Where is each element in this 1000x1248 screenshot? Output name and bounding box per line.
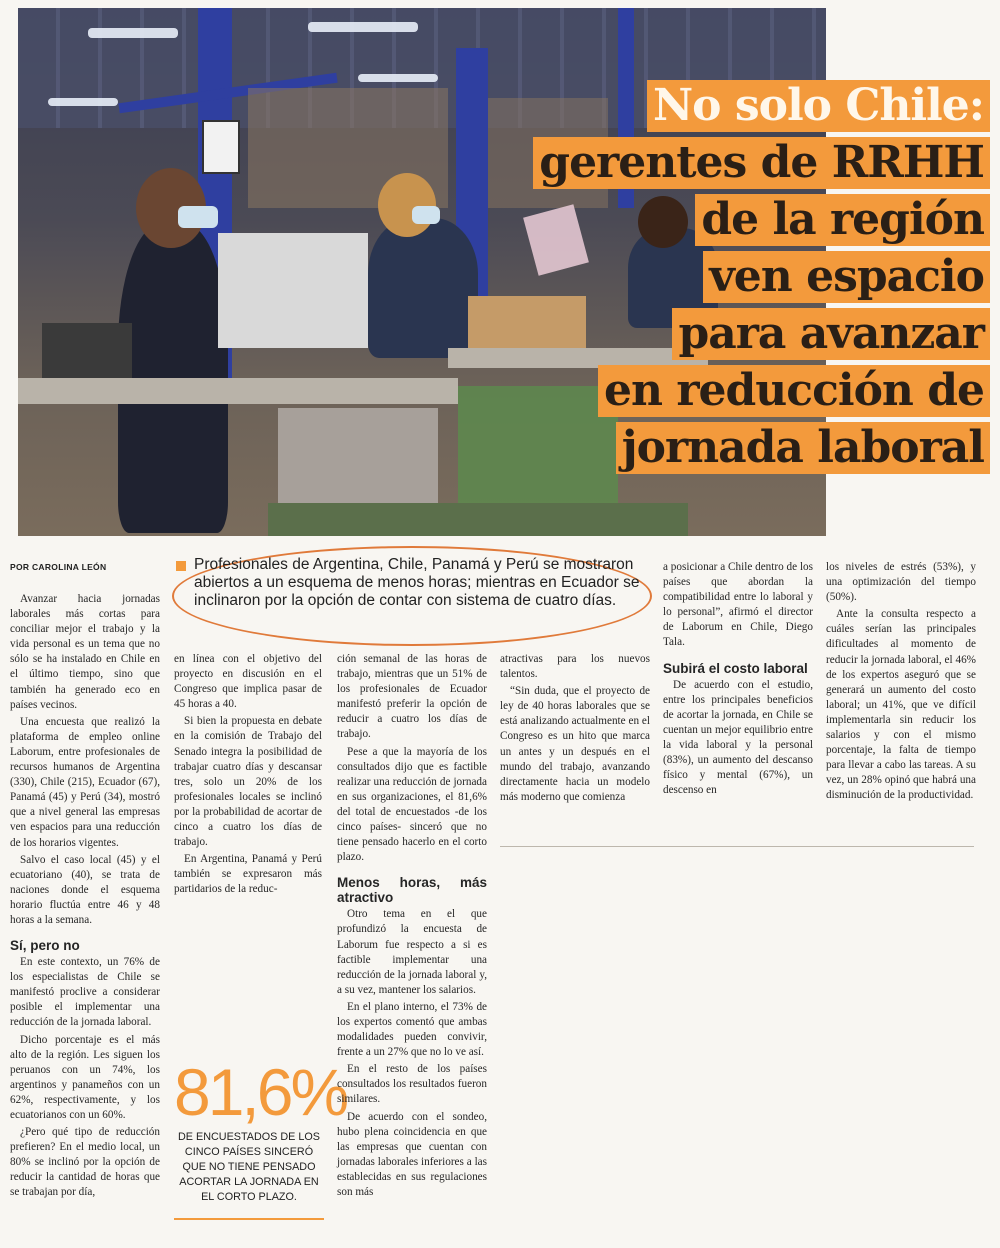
photo-worker-center-head bbox=[378, 173, 436, 237]
photo-bench bbox=[278, 408, 438, 508]
column-3 bbox=[337, 652, 487, 1202]
photo-mask bbox=[412, 206, 440, 224]
paragraph: a posicionar a Chile dentro de los países que abordan la compatibilidad entre lo laboral y lo personal”, afirmó el director de Laborum en Chile, Diego Tala. bbox=[663, 561, 813, 649]
column-1 bbox=[10, 592, 160, 1203]
byline: POR CAROLINA LEÓN bbox=[10, 562, 107, 572]
photo-light bbox=[88, 28, 178, 38]
paragraph: Pese a que la mayoría de los consultados dijo que es factible realizar una reducción de jornada en sus organizaciones, el 81,6% del total de encuestados -de los cinco países- sinceró que no tiene pensado hacerlo en el corto plazo. bbox=[337, 745, 487, 864]
paragraph: “Sin duda, que el proyecto de ley de 40 horas laborales que se está analizando actualmente en el Congreso es un hito que marca un antes y un después en el mundo del trabajo, avanzando directamente hacia un modelo más moderno que comienza bbox=[500, 685, 650, 803]
photo-light bbox=[358, 74, 438, 82]
paragraph: Dicho porcentaje es el más alto de la región. Les siguen los peruanos con un 74%, los argentinos y panameños con un 62%, respectivamente, y los ecuatorianos con un 60%. bbox=[10, 1033, 160, 1121]
photo-light bbox=[48, 98, 118, 106]
lead-paragraph: Profesionales de Argentina, Chile, Panamá y Perú se mostraron abiertos a un esquema de menos horas; mientras en Ecuador se inclinaron por la opción de contar con sistema de cuatro días. bbox=[194, 556, 640, 609]
photo-floor-box bbox=[268, 503, 688, 536]
photo-mask bbox=[178, 206, 218, 228]
photo-light bbox=[308, 22, 418, 32]
pullquote-number: 81,6% bbox=[174, 1055, 347, 1129]
paragraph: De acuerdo con el estudio, entre los principales beneficios de acortar la jornada, en Chile se cuentan un mejor equilibrio entre la vida laboral y la personal (83%), un aumento del descanso físico y mental (67%), un descenso en bbox=[663, 678, 813, 797]
headline-line: ven espacio bbox=[703, 251, 990, 303]
paragraph: Salvo el caso local (45) y el ecuatoriano (40), se trata de naciones donde el esquema horario fluctúa entre 46 y 48 horas a la semana. bbox=[10, 853, 160, 926]
pullquote-text: DE ENCUESTADOS DE LOS CINCO PAÍSES SINCERÓ QUE NO TIENE PENSADO ACORTAR LA JORNADA EN EL CORTO PLAZO. bbox=[178, 1131, 320, 1203]
paragraph: Una encuesta que realizó la plataforma de empleo online Laborum, entre profesionales de recursos humanos de Argentina (330), Chile (215), Ecuador (67), Panamá (45) y Perú (34), mostró que a nivel general las empresas ven espacios para una reducción de los horarios vigentes. bbox=[10, 715, 160, 849]
paragraph: en línea con el objetivo del proyecto en discusión en el Congreso que implica pasar de 45 horas a 40. bbox=[174, 653, 322, 711]
paragraph: Si bien la propuesta en debate en la comisión de Trabajo del Senado integra la posibilidad de trabajar cuatro días y descansar tres, solo un 20% de los profesionales locales se inclinó por la probabilidad de acortar de cinco a cuatro los días de trabajo. bbox=[174, 715, 322, 849]
headline-line: No solo Chile: bbox=[647, 80, 990, 132]
paragraph: Otro tema en el que profundizó la encuesta de Laborum fue respecto a si es factible implementar una reducción de la jornada laboral y, a su vez, mantener los salarios. bbox=[337, 908, 487, 996]
paragraph: En el resto de los países consultados los resultados fueron similares. bbox=[337, 1063, 487, 1106]
subheading: Subirá el costo laboral bbox=[663, 660, 808, 676]
column-6 bbox=[826, 560, 976, 806]
photo-scanner bbox=[42, 323, 132, 378]
headline-line: gerentes de RRHH bbox=[533, 137, 990, 189]
subheading: Sí, pero no bbox=[10, 938, 80, 954]
section-rule bbox=[500, 846, 974, 847]
paragraph: los niveles de estrés (53%), y una optimización del tiempo (50%). bbox=[826, 561, 976, 604]
headline-line: jornada laboral bbox=[616, 422, 990, 474]
paragraph: atractivas para los nuevos talentos. bbox=[500, 653, 650, 681]
headline-line: de la región bbox=[695, 194, 990, 246]
paragraph: Ante la consulta respecto a cuáles serían las principales dificultades al momento de reducir la jornada laboral, el 46% de los expertos aseguró que se generará un aumento del costo laboral; un 41%, que ve difícil implementarla sin reducir los salarios y con el mismo porcentaje, la falta de tiempo para llevar a cabo las tareas. A su vez, un 28% opinó que habrá una disminución de la productividad. bbox=[826, 608, 976, 802]
column-4 bbox=[500, 652, 650, 807]
photo-table bbox=[18, 378, 458, 404]
paragraph: En Argentina, Panamá y Perú también se expresaron más partidarios de la reduc- bbox=[174, 853, 322, 896]
paragraph: De acuerdo con el sondeo, hubo plena coincidencia en que las empresas que cuentan con jornadas laborales inferiores a las establecidas en sus regulaciones son más bbox=[337, 1110, 487, 1198]
lead-square-icon bbox=[176, 561, 186, 571]
subheading: Menos horas, más atractivo bbox=[337, 875, 487, 906]
paragraph: ¿Pero qué tipo de reducción prefieren? En el medio local, un 80% se inclinó por la opción de reducir la cantidad de horas que se trabajan por día, bbox=[10, 1126, 160, 1199]
paragraph: ción semanal de las horas de trabajo, mientras que un 51% de los profesionales de Ecuador manifestó preferir la opción de reducir a cuatro los días de trabajo. bbox=[337, 653, 487, 741]
headline-line: para avanzar bbox=[672, 308, 990, 360]
photo-printer bbox=[218, 233, 368, 348]
paragraph: En el plano interno, el 73% de los expertos comentó que ambas modalidades pueden convivir, frente a un 27% que no lo ve así. bbox=[337, 1000, 487, 1059]
photo-safety-sign bbox=[202, 120, 240, 174]
paragraph: En este contexto, un 76% de los especialistas de Chile se manifestó proclive a considerar posible el implementar una reducción de la jornada laboral. bbox=[10, 956, 160, 1029]
headline bbox=[470, 80, 990, 479]
headline-line: en reducción de bbox=[598, 365, 990, 417]
column-2 bbox=[174, 652, 322, 900]
photo-worker-center bbox=[368, 218, 478, 358]
pullquote-rule bbox=[174, 1218, 324, 1220]
paragraph: Avanzar hacia jornadas laborales más cortas para conciliar mejor el trabajo y la vida personal es un tema que no sólo se ha instalado en Chile en el último tiempo, sino que también ha generado eco en países vecinos. bbox=[10, 593, 160, 711]
column-5 bbox=[663, 560, 813, 800]
